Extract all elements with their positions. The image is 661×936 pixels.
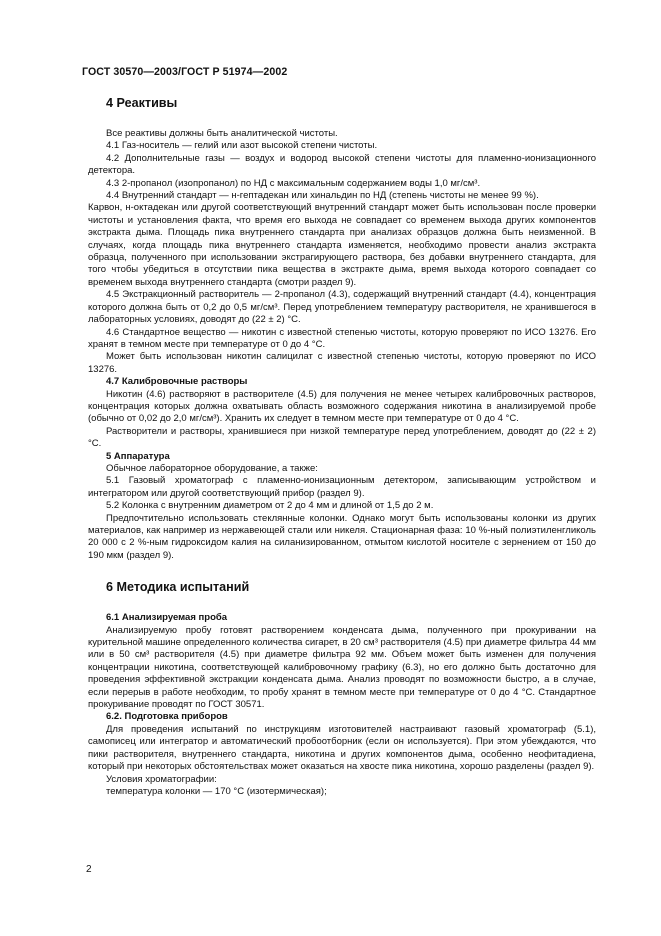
paragraph: Карвон, н-октадекан или другой соответствующий внутренний стандарт может быть использован после проверки чистоты и установления факта, что время его выхода не совпадает со временем выхода других компонентов экстракта дыма. Площадь пика внутреннего стандарта при анализах образцов должна быть неизменной. В случаях, когда площадь пика внутреннего стандарта изменяется, необходимо провести анализ экстракта образца, полученного при использовании экстрагирующего раствора, без добавки внутреннего стандарта, для того чтобы убедиться в отсутствии пика вещества в экстракте дыма, время выхода которого совпадает со временем выхода внутреннего стандарта (смотри раздел 9). [88, 202, 596, 288]
paragraph: 4.3 2-пропанол (изопропанол) по НД с максимальным содержанием воды 1,0 мг/см³. [106, 177, 481, 189]
paragraph: Все реактивы должны быть аналитической чистоты. [106, 128, 338, 139]
paragraph: Растворители и растворы, хранившиеся при низкой температуре перед употреблением, доводят до (22 ± 2) °С. [88, 425, 596, 450]
paragraph: 4.6 Стандартное вещество — никотин с известной степенью чистоты, которую проверяют по ИСО 13276. Его хранят в темном месте при температуре от 0 до 4 °С. [88, 326, 596, 350]
section-6-title: 6 Методика испытаний [106, 580, 250, 595]
subsection-4-7-title: 4.7 Калибровочные растворы [106, 376, 248, 388]
paragraph: Может быть использован никотин салицилат с известной степенью чистоты, которую проверяют по ИСО 13276. [88, 351, 596, 375]
paragraph: Анализируемую пробу готовят растворением конденсата дыма, полученного при прокуривании на курительной машине определенного количества сигарет, в 20 см³ растворителя (4.5) при диаметре фильтра 44 мм или в 50 см³ растворителя (4.5) при диаметре фильтра 92 мм. Объем может быть изменен для получения концентрации никотина, соответствующей калибровочному графику (6.3), но его должно быть достаточно для проведения эффективной экстракции конденсата дыма. Анализ проводят по возможности быстро, а в случае, если перерыв в работе необходим, то пробу хранят в темном месте при температуре от 0 до 4 °С. Стандартное прокуривание проводят по ГОСТ 30571. [88, 624, 596, 711]
paragraph: Никотин (4.6) растворяют в растворителе (4.5) для получения не менее четырех калибровочных растворов, концентрация которых должна охватывать область возможного содержания никотина в анализируемой пробе (обычно от 0,02 до 2,0 мг/см³). Хранить их следует в темном месте при температуре от 0 до 4 °С. [88, 388, 596, 425]
paragraph: 5.2 Колонка с внутренним диаметром от 2 до 4 мм и длиной от 1,5 до 2 м. [106, 500, 434, 512]
page-number: 2 [86, 864, 92, 875]
subsection-6-2-title: 6.2. Подготовка приборов [106, 711, 228, 723]
paragraph: Условия хроматографии: [106, 773, 217, 785]
paragraph: 4.1 Газ-носитель — гелий или азот высокой степени чистоты. [106, 140, 378, 152]
paragraph: Обычное лабораторное оборудование, а также: [106, 462, 318, 474]
paragraph: температура колонки — 170 °С (изотермическая); [106, 785, 327, 797]
paragraph: 4.5 Экстракционный растворитель — 2-пропанол (4.3), содержащий внутренний стандарт (4.4), концентрация которого должна быть от 0,2 до 0,5 мг/см³. Перед употреблением температуру растворителя, не хранившегося в лабораторных условиях, доводят до (22 ± 2) °С. [88, 289, 596, 326]
paragraph: Для проведения испытаний по инструкциям изготовителей настраивают газовый хроматограф (5.1), самописец или интегратор и автоматический пробоотборник (если он используется). При этом убеждаются, что пики растворителя, внутреннего стандарта, никотина и других компонентов дыма, особенно неофитадиена, который при некоторых обстоятельствах может оказаться на хвосте пика никотина, хорошо разделены (раздел 9). [88, 723, 596, 773]
paragraph: 4.2 Дополнительные газы — воздух и водород высокой степени чистоты для пламенно-ионизационного детектора. [88, 152, 596, 177]
section-4-title: 4 Реактивы [106, 96, 178, 110]
document-body [88, 96, 596, 798]
paragraph: 4.4 Внутренний стандарт — н-гептадекан или хинальдин по НД (степень чистоты не менее 99 %). [106, 190, 539, 202]
paragraph: 5.1 Газовый хроматограф с пламенно-ионизационным детектором, записывающим устройством и интегратором или другой соответствующий прибор (раздел 9). [88, 475, 596, 499]
page-header: ГОСТ 30570—2003/ГОСТ Р 51974—2002 [82, 66, 288, 78]
subsection-6-1-title: 6.1 Анализируемая проба [106, 612, 228, 624]
paragraph: Предпочтительно использовать стеклянные колонки. Однако могут быть использованы колонки из других материалов, как например из нержавеющей стали или никеля. Стационарная фаза: 10 %-ный полиэтиленгликоль 20 000 с 2 %-ным гидроксидом калия на силанизированном, отмытом кислотой носителе с зернением от 150 до 190 мкм (раздел 9). [88, 512, 596, 561]
section-5-title: 5 Аппаратура [106, 450, 170, 462]
